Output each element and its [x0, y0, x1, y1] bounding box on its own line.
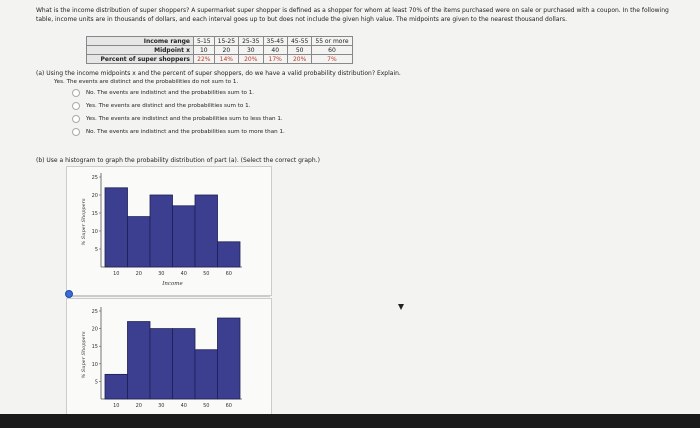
table-cell: 20: [214, 46, 238, 55]
table-cell: 5-15: [194, 37, 215, 46]
table-cell: 22%: [194, 55, 215, 64]
option-label: No. The events are indistinct and the probabilities sum to 1.: [86, 90, 255, 96]
answer-option-2[interactable]: [72, 102, 250, 110]
y-tick-label: 10: [91, 229, 98, 235]
x-tick-label: 40: [180, 403, 187, 409]
part-a-feedback: Yes. The events are distinct and the probabilities do not sum to 1.: [54, 79, 239, 85]
table-cell: 50: [287, 46, 311, 55]
taskbar: [0, 414, 700, 428]
radio-button[interactable]: [72, 89, 80, 97]
x-tick-label: 40: [180, 271, 187, 277]
histogram-bar: [195, 195, 218, 267]
y-tick-label: 5: [94, 379, 98, 386]
selected-radio-button[interactable]: [65, 290, 73, 298]
y-tick-label: 15: [91, 211, 98, 217]
table-cell: 30: [239, 46, 263, 55]
table-row: [87, 46, 353, 55]
part-a-prompt: (a) Using the income midpoints x and the percent of super shoppers, do we have a valid probability distribution? Explain.: [36, 70, 401, 77]
y-tick-label: 20: [91, 326, 98, 333]
answer-option-1[interactable]: [72, 89, 254, 97]
histogram-bar: [173, 206, 196, 267]
question-text: What is the income distribution of super shoppers? A supermarket super shopper is defined as a shopper for whom at least 70% of the items purchased were on sale or purchased with a coupon. In the following table, income units are in thousands of dollars, and each interval goes up to but does not include the given high value. The midpoints are given to the nearest thousand dollars.: [36, 7, 669, 23]
radio-button[interactable]: [72, 128, 80, 136]
income-table: [86, 36, 353, 64]
histogram-bar: [218, 242, 241, 267]
x-tick-label: 30: [158, 403, 165, 409]
histogram-bar: [128, 322, 151, 399]
histogram-chart: [67, 167, 271, 295]
divider: [66, 296, 270, 297]
x-tick-label: 20: [135, 403, 142, 409]
table-cell: 55 or more: [312, 37, 352, 46]
y-tick-label: 20: [91, 193, 98, 199]
answer-option-3[interactable]: [72, 115, 283, 123]
histogram-bar: [218, 318, 241, 399]
y-tick-label: 25: [91, 309, 98, 315]
option-label: No. The events are indistinct and the probabilities sum to more than 1.: [86, 129, 285, 135]
x-tick-label: 50: [203, 271, 210, 277]
table-cell: 20%: [239, 55, 263, 64]
table-cell: 25-35: [239, 37, 263, 46]
y-tick-label: 15: [91, 344, 98, 351]
histogram-bar: [195, 350, 218, 399]
row-header: Income range: [87, 37, 194, 46]
y-axis-label: % Super Shoppers: [81, 198, 87, 246]
table-cell: 60: [312, 46, 352, 55]
y-tick-label: 25: [91, 175, 98, 181]
table-cell: 17%: [263, 55, 287, 64]
option-label: Yes. The events are indistinct and the probabilities sum to less than 1.: [86, 116, 283, 122]
y-axis-label: % Super Shoppers: [81, 331, 87, 379]
radio-button[interactable]: [72, 102, 80, 110]
graph-option-2[interactable]: [66, 298, 272, 416]
option-label: Yes. The events are distinct and the probabilities sum to 1.: [86, 103, 251, 109]
table-cell: 40: [263, 46, 287, 55]
x-tick-label: 60: [225, 271, 232, 277]
table-cell: 20%: [287, 55, 311, 64]
x-tick-label: 60: [225, 403, 232, 409]
histogram-chart: [67, 299, 271, 415]
row-header: Percent of super shoppers: [87, 55, 194, 64]
histogram-bar: [105, 374, 128, 399]
y-tick-label: 10: [91, 361, 98, 368]
histogram-bar: [150, 329, 173, 399]
x-tick-label: 50: [203, 403, 210, 409]
y-tick-label: 5: [94, 247, 98, 253]
table-cell: 14%: [214, 55, 238, 64]
graph-option-1[interactable]: [66, 166, 272, 296]
answer-option-4[interactable]: [72, 128, 285, 136]
x-axis-label: Income: [162, 281, 183, 287]
mouse-cursor-icon: [398, 304, 404, 310]
radio-button[interactable]: [72, 115, 80, 123]
x-tick-label: 30: [158, 271, 165, 277]
table-row: [87, 55, 353, 64]
part-b-prompt: (b) Use a histogram to graph the probability distribution of part (a). (Select the correct graph.): [36, 157, 320, 164]
histogram-bar: [128, 217, 151, 267]
x-tick-label: 20: [135, 271, 142, 277]
table-cell: 35-45: [263, 37, 287, 46]
histogram-bar: [173, 329, 196, 399]
table-row: [87, 37, 353, 46]
table-cell: 15-25: [214, 37, 238, 46]
x-tick-label: 10: [113, 403, 120, 409]
table-cell: 7%: [312, 55, 352, 64]
row-header: Midpoint x: [87, 46, 194, 55]
table-cell: 10: [194, 46, 215, 55]
histogram-bar: [105, 188, 128, 267]
histogram-bar: [150, 195, 173, 267]
table-cell: 45-55: [287, 37, 311, 46]
x-tick-label: 10: [113, 271, 120, 277]
